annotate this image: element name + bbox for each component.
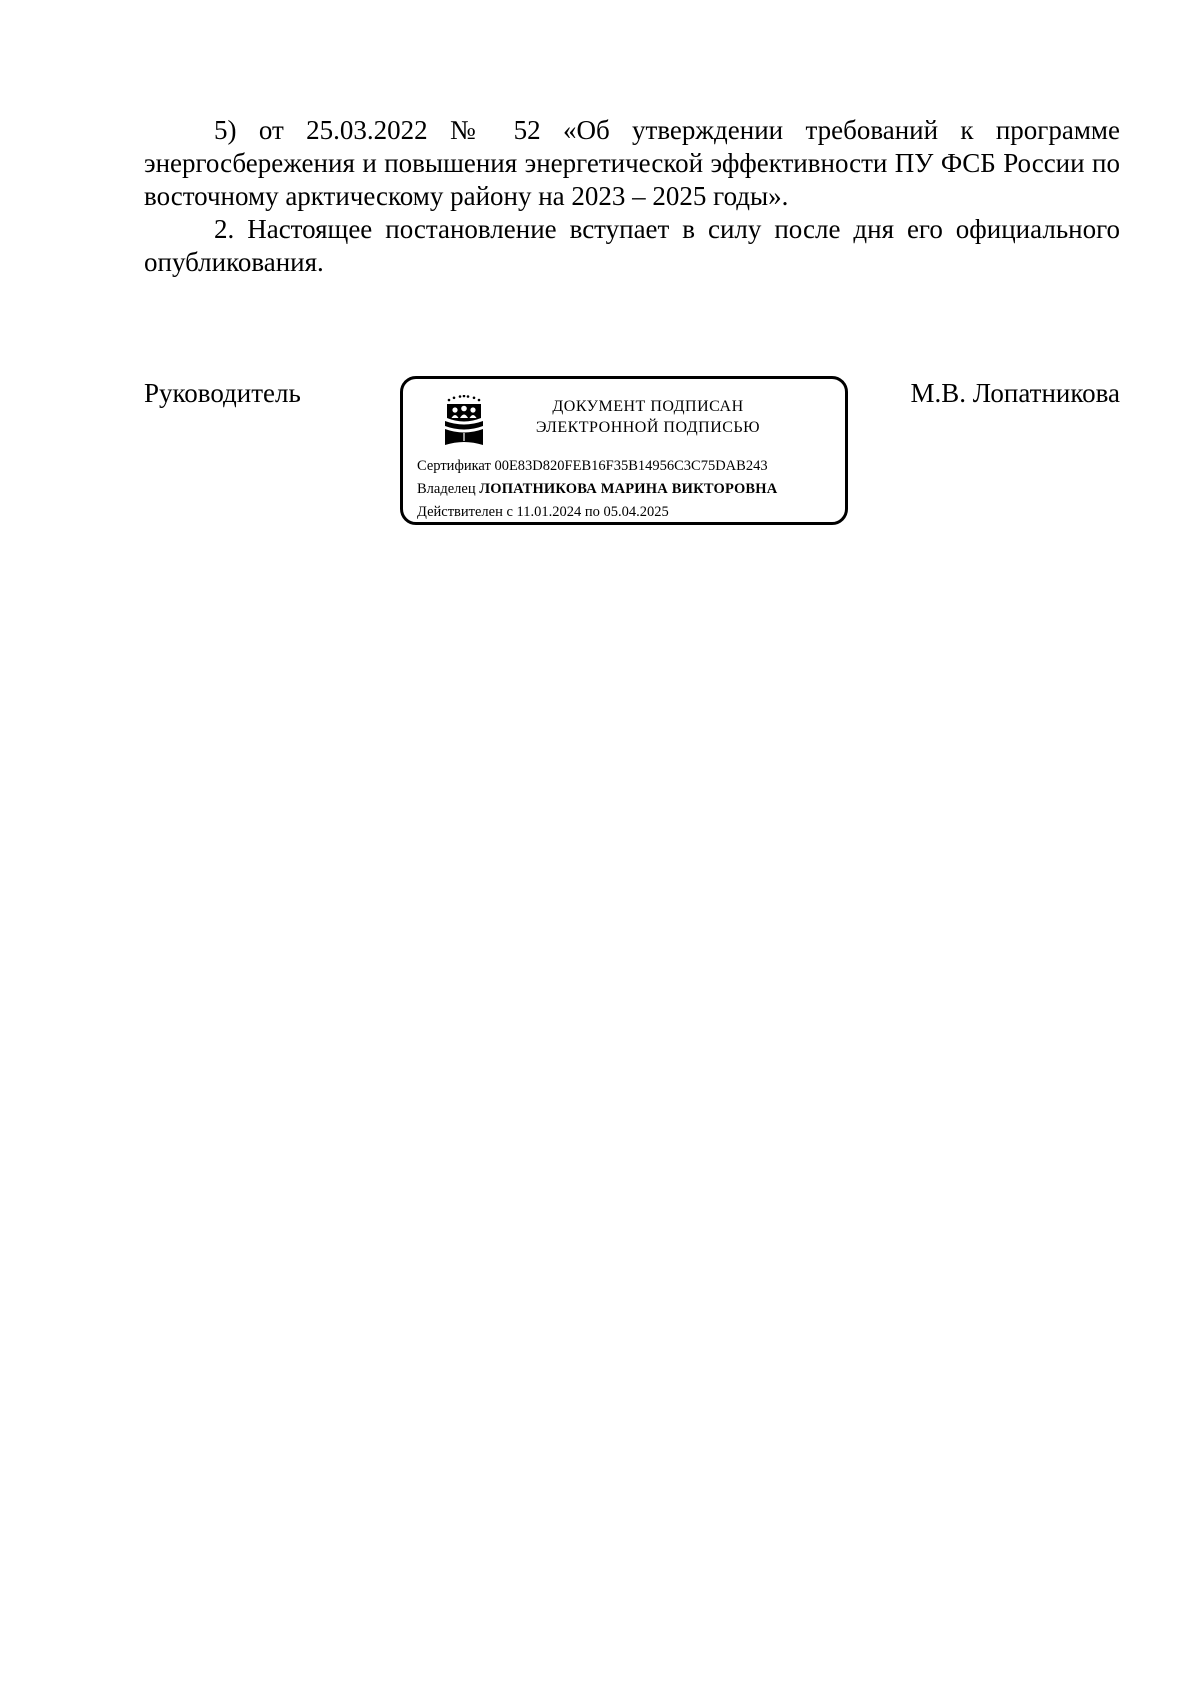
validity-to-label: по xyxy=(584,504,600,520)
validity-label: Действителен xyxy=(417,504,503,520)
certificate-label: Сертификат xyxy=(417,458,491,474)
electronic-signature-stamp xyxy=(400,376,848,525)
paragraph-clause-2: 2. Настоящее постановление вступает в силу после дня его официального опубликования. xyxy=(144,214,1120,277)
signatory-name: М.В. Лопатникова xyxy=(910,378,1120,408)
stamp-heading-line-1: ДОКУМЕНТ ПОДПИСАН xyxy=(552,398,744,415)
validity-to: 05.04.2025 xyxy=(603,504,669,520)
certificate-line xyxy=(417,455,777,478)
validity-from-label: с xyxy=(506,504,513,520)
stamp-details xyxy=(417,455,777,524)
owner-line xyxy=(417,478,777,501)
document-body xyxy=(144,114,1120,279)
coat-of-arms-icon xyxy=(441,395,487,447)
certificate-value: 00E83D820FEB16F35B14956C3C75DAB243 xyxy=(494,458,768,474)
validity-line xyxy=(417,501,777,524)
stamp-heading xyxy=(487,396,809,438)
signature-block xyxy=(144,377,1120,547)
owner-value: ЛОПАТНИКОВА МАРИНА ВИКТОРОВНА xyxy=(479,481,778,497)
paragraph-item-5: 5) от 25.03.2022 № 52 «Об утверждении требований к программе энергосбережения и повышения энергетической эффективности ПУ ФСБ России по восточному арктическому району на 2023 – 2025 годы». xyxy=(144,115,1120,211)
signatory-title: Руководитель xyxy=(144,378,301,408)
stamp-heading-line-2: ЭЛЕКТРОННОЙ ПОДПИСЬЮ xyxy=(535,419,761,436)
owner-label: Владелец xyxy=(417,481,476,497)
validity-from: 11.01.2024 xyxy=(516,504,582,520)
